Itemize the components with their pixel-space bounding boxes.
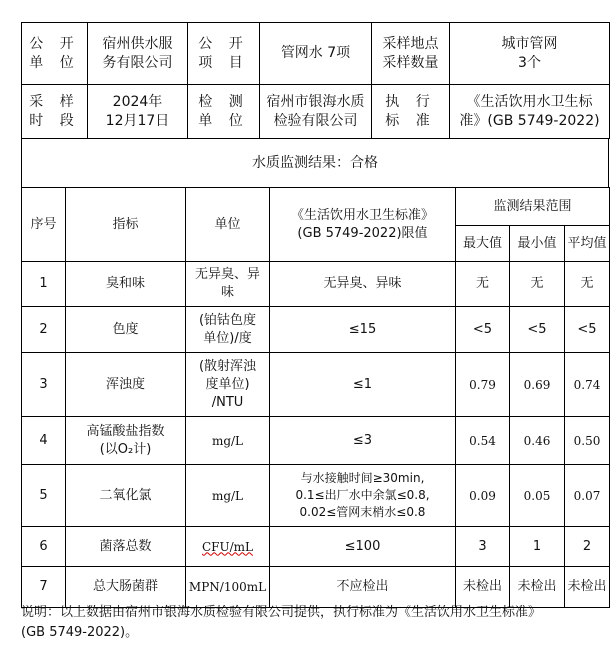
- row-unit: 无异臭、异 味: [186, 262, 270, 307]
- item-value: 管网水 7项: [260, 23, 372, 85]
- row-no: 6: [22, 527, 66, 567]
- table-row: [22, 527, 610, 567]
- standard-label: 执 行 标 准: [372, 85, 450, 139]
- period-value: 2024年 12月17日: [88, 85, 188, 139]
- row-no: 1: [22, 262, 66, 307]
- row-max: 0.09: [456, 465, 510, 527]
- row-avg: 0.07: [565, 465, 610, 527]
- row-avg: <5: [565, 307, 610, 353]
- col-range-header: 监测结果范围: [456, 188, 610, 226]
- row-avg: 2: [565, 527, 610, 567]
- row-min: 0.05: [510, 465, 565, 527]
- row-unit-text: CFU/mL: [201, 539, 253, 554]
- row-unit: (散射浑浊 度单位) /NTU: [186, 353, 270, 417]
- row-max: <5: [456, 307, 510, 353]
- lab-label: 检 测 单 位: [188, 85, 260, 139]
- row-no: 5: [22, 465, 66, 527]
- table-row: [22, 262, 610, 307]
- row-indicator: 二氧化氯: [66, 465, 186, 527]
- row-unit: (铂钴色度 单位)/度: [186, 307, 270, 353]
- row-indicator: 浑浊度: [66, 353, 186, 417]
- report-header-table: [21, 22, 610, 139]
- row-avg: 无: [565, 262, 610, 307]
- row-min: 0.69: [510, 353, 565, 417]
- col-avg-header: 平均值: [565, 226, 610, 262]
- col-limit-header: 《生活饮用水卫生标准》 (GB 5749-2022)限值: [270, 188, 456, 262]
- row-limit: ≤1: [270, 353, 456, 417]
- row-no: 4: [22, 417, 66, 465]
- row-indicator: 高锰酸盐指数 (以O₂计): [66, 417, 186, 465]
- table-header-row-1: [22, 188, 610, 226]
- row-max: 0.54: [456, 417, 510, 465]
- col-indicator-header: 指标: [66, 188, 186, 262]
- row-min: 0.46: [510, 417, 565, 465]
- publisher-value: 宿州供水服 务有限公司: [88, 23, 188, 85]
- row-unit: mg/L: [186, 465, 270, 527]
- row-limit: ≤15: [270, 307, 456, 353]
- row-min: 无: [510, 262, 565, 307]
- row-indicator: 臭和味: [66, 262, 186, 307]
- monitoring-table: [21, 187, 610, 608]
- col-no-header: 序号: [22, 188, 66, 262]
- row-unit: [186, 527, 270, 567]
- table-row: [22, 567, 610, 608]
- table-row: [22, 465, 610, 527]
- table-row: [22, 417, 610, 465]
- row-min: 未检出: [510, 567, 565, 608]
- lab-value: 宿州市银海水质 检验有限公司: [260, 85, 372, 139]
- row-no: 7: [22, 567, 66, 608]
- period-label: 采 样 时 段: [22, 85, 88, 139]
- row-max: 3: [456, 527, 510, 567]
- row-no: 2: [22, 307, 66, 353]
- result-table: [21, 138, 609, 188]
- row-max: 无: [456, 262, 510, 307]
- row-limit: 不应检出: [270, 567, 456, 608]
- col-max-header: 最大值: [456, 226, 510, 262]
- row-unit: MPN/100mL: [186, 567, 270, 608]
- row-limit: 与水接触时间≥30min, 0.1≤出厂水中余氯≤0.8, 0.02≤管网末梢水≤0.8: [270, 465, 456, 527]
- header-row-2: [22, 85, 610, 139]
- row-indicator: 菌落总数: [66, 527, 186, 567]
- row-avg: 未检出: [565, 567, 610, 608]
- publisher-label: 公 开 单 位: [22, 23, 88, 85]
- row-indicator: 总大肠菌群: [66, 567, 186, 608]
- item-label: 公 开 项 目: [188, 23, 260, 85]
- table-row: [22, 307, 610, 353]
- sampling-value: 城市管网 3个: [450, 23, 610, 85]
- row-avg: 0.50: [565, 417, 610, 465]
- row-limit: ≤100: [270, 527, 456, 567]
- row-max: 0.79: [456, 353, 510, 417]
- col-unit-header: 单位: [186, 188, 270, 262]
- sampling-label: 采样地点 采样数量: [372, 23, 450, 85]
- row-no: 3: [22, 353, 66, 417]
- table-row: [22, 353, 610, 417]
- standard-value: 《生活饮用水卫生标 准》(GB 5749-2022): [450, 85, 610, 139]
- overall-result: 水质监测结果：合格: [22, 139, 609, 188]
- footnote: 说明：以上数据由宿州市银海水质检验有限公司提供，执行标准为《生活饮用水卫生标准》 (GB 5749-2022)。: [21, 605, 542, 640]
- col-min-header: 最小值: [510, 226, 565, 262]
- row-min: 1: [510, 527, 565, 567]
- row-indicator: 色度: [66, 307, 186, 353]
- row-avg: 0.74: [565, 353, 610, 417]
- row-max: 未检出: [456, 567, 510, 608]
- row-limit: ≤3: [270, 417, 456, 465]
- row-unit: mg/L: [186, 417, 270, 465]
- header-row-1: [22, 23, 610, 85]
- row-min: <5: [510, 307, 565, 353]
- row-limit: 无异臭、异味: [270, 262, 456, 307]
